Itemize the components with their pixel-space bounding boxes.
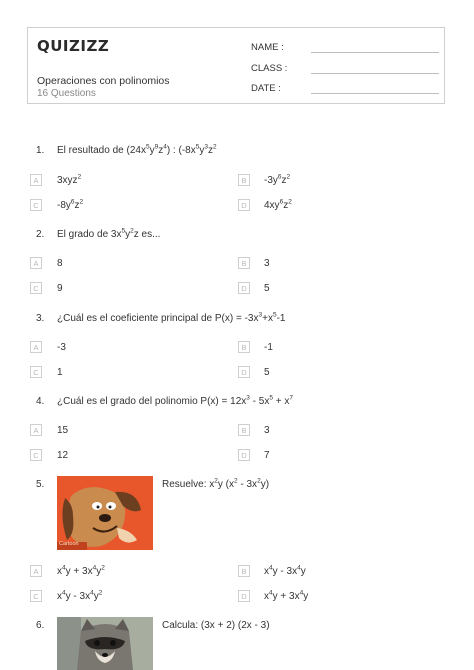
option-text [264, 175, 290, 186]
option-text [57, 258, 63, 269]
option-letter-box[interactable]: A [30, 565, 42, 577]
question-count: 16 Questions [37, 88, 96, 99]
option-letter-box[interactable]: C [30, 366, 42, 378]
text-run: -3y [264, 175, 278, 186]
question-text [162, 620, 270, 631]
option-letter-box[interactable]: C [30, 590, 42, 602]
option-text [57, 342, 66, 353]
option-text [57, 566, 105, 577]
option-letter-box[interactable]: C [30, 199, 42, 211]
date-label: DATE : [251, 83, 281, 94]
class-label: CLASS : [251, 63, 288, 74]
superscript: 5 [272, 311, 277, 319]
text-run: x [57, 566, 62, 577]
option-text [57, 425, 68, 436]
worksheet-header [27, 27, 445, 104]
name-label: NAME : [251, 42, 284, 53]
option-text [264, 591, 308, 602]
superscript: 4 [299, 589, 304, 597]
superscript: 5 [269, 394, 273, 402]
option-letter-box[interactable]: A [30, 174, 42, 186]
text-run: + x [272, 396, 290, 407]
text-run: y [93, 591, 99, 602]
raccoon-drawing [57, 617, 153, 670]
superscript: 3 [258, 311, 263, 319]
text-run: El resultado de (24x [57, 145, 146, 156]
text-run: y - 3x [272, 566, 298, 577]
text-run: 15 [57, 425, 69, 436]
superscript: 9 [154, 143, 159, 151]
option-text [264, 200, 292, 211]
question-number: 1. [36, 145, 45, 156]
text-run: 1 [57, 367, 63, 378]
text-run: x [57, 591, 62, 602]
text-run: 5 [264, 283, 270, 294]
text-run: z [74, 200, 80, 211]
text-run: -1 [264, 342, 273, 353]
superscript: 2 [288, 198, 292, 206]
superscript: 2 [257, 477, 261, 485]
text-run: z es... [133, 229, 161, 240]
text-run: Calcula: (3x + 2) (2x - 3) [162, 620, 270, 631]
text-run: Resuelve: x [162, 479, 215, 490]
superscript: 6 [277, 173, 282, 181]
class-line [311, 73, 439, 74]
text-run: z [207, 145, 213, 156]
text-run: 3 [264, 425, 270, 436]
option-text [264, 367, 270, 378]
text-run: -1 [276, 313, 286, 324]
question-text [162, 479, 269, 490]
text-run: ¿Cuál es el grado del polinomio P(x) = 12x [57, 396, 247, 407]
text-run: 9 [57, 283, 63, 294]
raccoon-image [57, 617, 153, 670]
text-run: y [96, 566, 102, 577]
superscript: 2 [130, 227, 134, 235]
superscript: 6 [70, 198, 75, 206]
question-text [57, 145, 217, 156]
text-run: 4xy [264, 200, 280, 211]
superscript: 2 [77, 173, 82, 181]
option-letter-box[interactable]: B [238, 257, 250, 269]
quizizz-logo: QUIZIZZ [37, 37, 110, 55]
text-run: y [149, 145, 155, 156]
superscript: 5 [145, 143, 150, 151]
superscript: 2 [98, 589, 103, 597]
superscript: 7 [289, 394, 293, 402]
option-text [264, 566, 306, 577]
option-text [264, 258, 270, 269]
superscript: 4 [90, 589, 94, 597]
option-letter-box[interactable]: A [30, 341, 42, 353]
text-run: 5 [264, 367, 270, 378]
option-text [57, 200, 83, 211]
text-run: y - 3x [65, 591, 91, 602]
cartoon-dog-image [57, 476, 153, 550]
superscript: 3 [204, 143, 208, 151]
cartoon-dog-drawing [57, 476, 153, 550]
question-number: 5. [36, 479, 45, 490]
option-letter-box[interactable]: C [30, 282, 42, 294]
option-letter-box[interactable]: B [238, 341, 250, 353]
option-letter-box[interactable]: B [238, 424, 250, 436]
superscript: 2 [101, 564, 105, 572]
superscript: 4 [269, 564, 273, 572]
question-number: 6. [36, 620, 45, 631]
option-text [264, 450, 270, 461]
text-run: z [281, 175, 287, 186]
text-run: 3xyz [57, 175, 78, 186]
superscript: 4 [297, 564, 301, 572]
worksheet-title: Operaciones con polinomios [37, 75, 170, 87]
option-letter-box[interactable]: B [238, 174, 250, 186]
question-text [57, 396, 293, 407]
option-text [57, 367, 63, 378]
text-run: y) [260, 479, 270, 490]
superscript: 2 [286, 173, 291, 181]
superscript: 4 [62, 589, 66, 597]
option-text [57, 450, 68, 461]
superscript: 5 [121, 227, 126, 235]
question-number: 2. [36, 229, 45, 240]
text-run: ¿Cuál es el coeficiente principal de P(x) = -3x [57, 313, 259, 324]
text-run: y [300, 566, 306, 577]
text-run: -8y [57, 200, 71, 211]
option-text [57, 175, 81, 186]
question-text [57, 229, 160, 240]
question-number: 3. [36, 313, 45, 324]
option-letter-box[interactable]: D [238, 590, 250, 602]
superscript: 5 [195, 143, 200, 151]
superscript: 4 [163, 143, 167, 151]
option-letter-box[interactable]: D [238, 366, 250, 378]
superscript: 6 [279, 198, 284, 206]
text-run: +x [262, 313, 273, 324]
text-run: x [264, 566, 269, 577]
superscript: 2 [214, 477, 218, 485]
option-letter-box[interactable]: D [238, 282, 250, 294]
image-caption: Cartoon [59, 541, 79, 547]
text-run: - 5x [249, 396, 270, 407]
superscript: 3 [246, 394, 250, 402]
text-run: y [199, 145, 205, 156]
option-letter-box[interactable]: B [238, 565, 250, 577]
text-run: x [264, 591, 269, 602]
text-run: 12 [57, 450, 69, 461]
option-text [264, 283, 270, 294]
text-run: z [158, 145, 164, 156]
text-run: 7 [264, 450, 270, 461]
option-letter-box[interactable]: D [238, 199, 250, 211]
superscript: 2 [212, 143, 217, 151]
text-run: El grado de 3x [57, 229, 122, 240]
superscript: 4 [92, 564, 97, 572]
superscript: 2 [79, 198, 84, 206]
option-letter-box[interactable]: D [238, 449, 250, 461]
date-line [311, 93, 439, 94]
question-text [57, 313, 285, 324]
text-run: y [125, 229, 131, 240]
text-run: 8 [57, 258, 63, 269]
option-letter-box[interactable]: C [30, 449, 42, 461]
option-text [264, 425, 270, 436]
text-run: -3 [57, 342, 66, 353]
option-text [264, 342, 273, 353]
name-line [311, 52, 439, 53]
text-run: 3 [264, 258, 270, 269]
question-number: 4. [36, 396, 45, 407]
text-run: y + 3x [272, 591, 300, 602]
text-run: ) : (-8x [166, 145, 196, 156]
superscript: 2 [233, 477, 238, 485]
option-text [57, 283, 63, 294]
text-run: - 3x [237, 479, 258, 490]
text-run: y (x [217, 479, 234, 490]
text-run: y + 3x [65, 566, 93, 577]
superscript: 4 [62, 564, 66, 572]
option-letter-box[interactable]: A [30, 424, 42, 436]
text-run: z [283, 200, 289, 211]
text-run: y [303, 591, 309, 602]
option-letter-box[interactable]: A [30, 257, 42, 269]
superscript: 4 [269, 589, 273, 597]
option-text [57, 591, 102, 602]
